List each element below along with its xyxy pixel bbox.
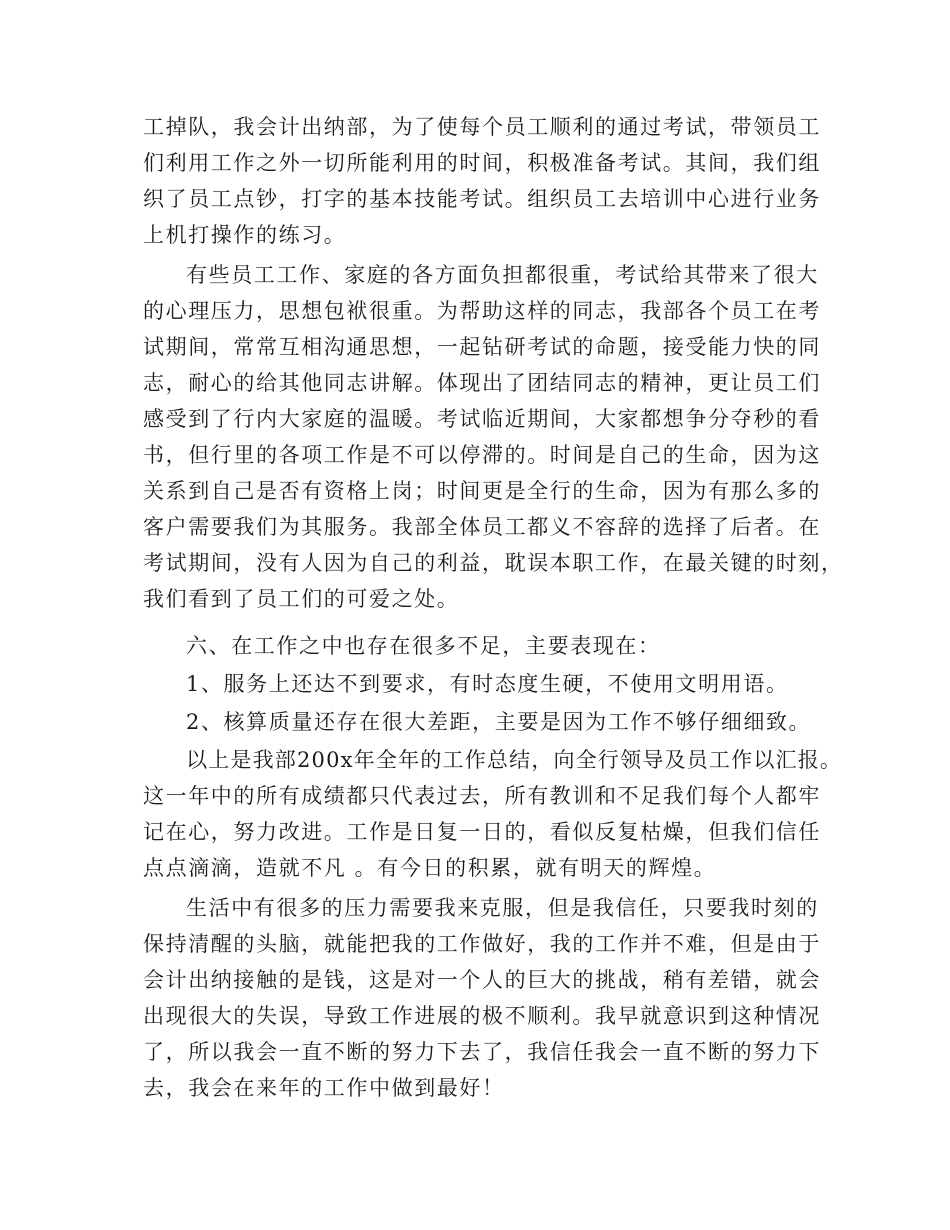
- text-line: 客户需要我们为其服务。我部全体员工都义不容辞的选择了后者。在: [143, 515, 821, 539]
- text-line: 去，我会在来年的工作中做到最好！: [143, 1076, 505, 1100]
- list-item: 1、服务上还达不到要求，有时态度生硬，不使用文明用语。: [186, 672, 789, 696]
- text-line: 保持清醒的头脑，就能把我的工作做好，我的工作并不难，但是由于: [143, 932, 821, 956]
- text-line: 这一年中的所有成绩都只代表过去，所有教训和不足我们每个人都牢: [143, 784, 821, 808]
- text-line: 书，但行里的各项工作是不可以停滞的。时间是自己的生命，因为这: [143, 443, 821, 467]
- text-line: 工掉队，我会计出纳部，为了使每个员工顺利的通过考试，带领员工: [143, 115, 821, 139]
- text-line: 了，所以我会一直不断的努力下去了，我信任我会一直不断的努力下: [143, 1040, 821, 1064]
- paragraph-first-line: 生活中有很多的压力需要我来克服，但是我信任，只要我时刻的: [186, 896, 819, 920]
- text-line: 织了员工点钞，打字的基本技能考试。组织员工去培训中心进行业务: [143, 187, 821, 211]
- text-line: 感受到了行内大家庭的温暖。考试临近期间，大家都想争分夺秒的看: [143, 407, 821, 431]
- text-line: 志，耐心的给其他同志讲解。体现出了团结同志的精神，更让员工们: [143, 371, 821, 395]
- text-line: 我们看到了员工们的可爱之处。: [143, 587, 460, 611]
- paragraph-first-line: 以上是我部200x年全年的工作总结，向全行领导及员工作以汇报。: [186, 748, 843, 772]
- text-line: 的心理压力，思想包袱很重。为帮助这样的同志，我部各个员工在考: [143, 299, 821, 323]
- text-line: 点点滴滴，造就不凡 。有今日的积累，就有明天的辉煌。: [143, 856, 717, 880]
- text-line: 考试期间，没有人因为自己的利益，耽误本职工作，在最关键的时刻，: [143, 551, 844, 575]
- paragraph-first-line: 有些员工工作、家庭的各方面负担都很重，考试给其带来了很大: [186, 263, 819, 287]
- section-heading: 六、在工作之中也存在很多不足，主要表现在：: [186, 634, 661, 658]
- text-line: 出现很大的失误，导致工作进展的极不顺利。我早就意识到这种情况: [143, 1004, 821, 1028]
- text-line: 试期间，常常互相沟通思想，一起钻研考试的命题，接受能力快的同: [143, 335, 821, 359]
- text-line: 上机打操作的练习。: [143, 223, 347, 247]
- text-line: 们利用工作之外一切所能利用的时间，积极准备考试。其间，我们组: [143, 151, 821, 175]
- text-line: 记在心，努力改进。工作是日复一日的，看似反复枯燥，但我们信任: [143, 820, 821, 844]
- text-line: 会计出纳接触的是钱，这是对一个人的巨大的挑战，稍有差错，就会: [143, 968, 821, 992]
- text-line: 关系到自己是否有资格上岗；时间更是全行的生命，因为有那么多的: [143, 479, 821, 503]
- list-item: 2、核算质量还存在很大差距，主要是因为工作不够仔细细致。: [186, 710, 812, 734]
